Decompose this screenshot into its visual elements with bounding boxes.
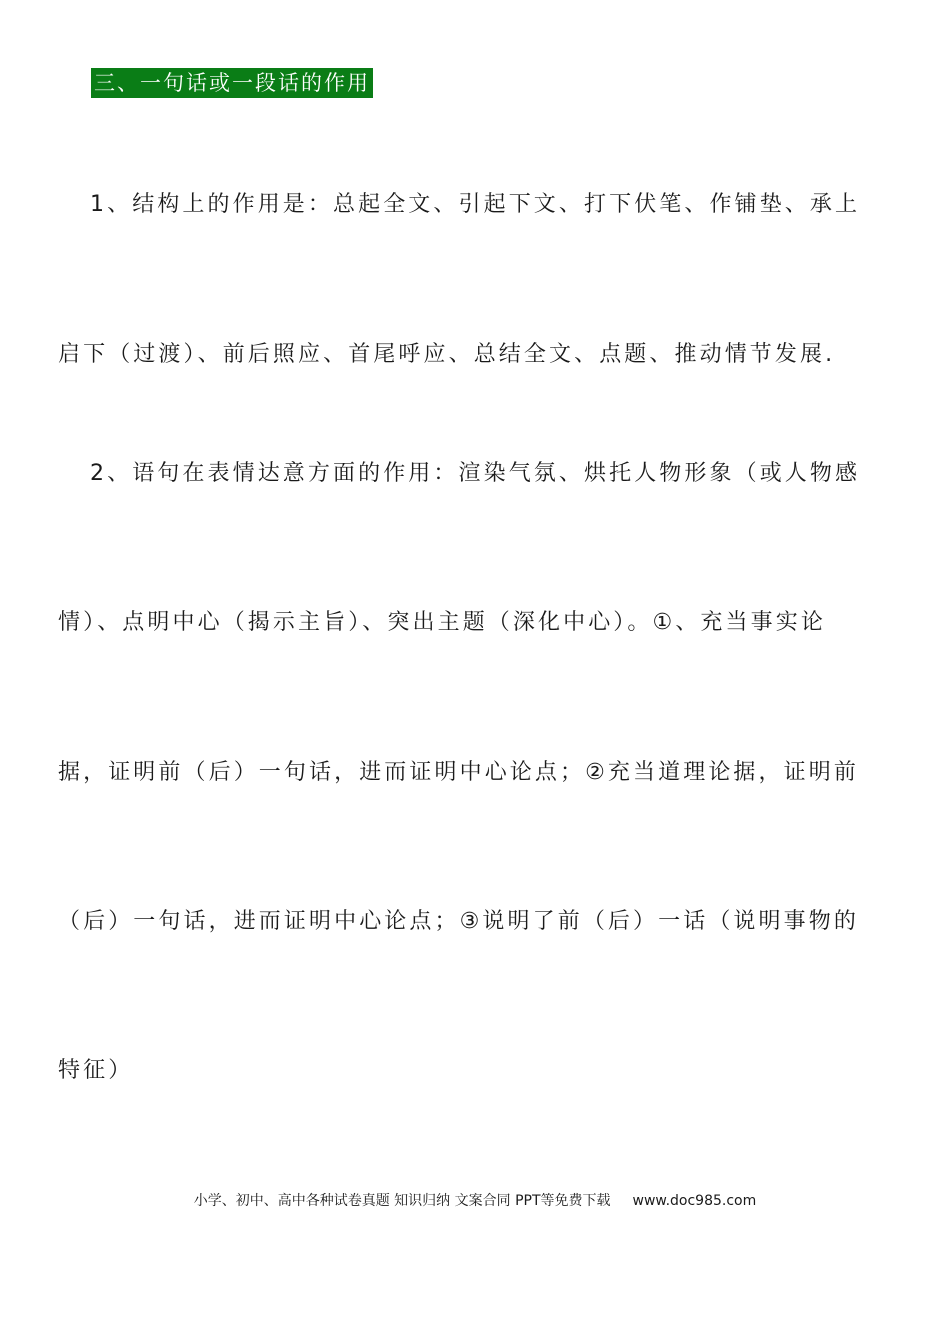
section-heading: 三、一句话或一段话的作用: [91, 68, 373, 98]
paragraph-1-line-2: 启下（过渡）、前后照应、首尾呼应、总结全文、点题、推动情节发展.: [58, 342, 836, 367]
paragraph-2-line-2: 情）、点明中心（揭示主旨）、突出主题（深化中心）。①、充当事实论: [58, 610, 826, 635]
footer-text: 小学、初中、高中各种试卷真题 知识归纳 文案合同 PPT等免费下载: [193, 1193, 611, 1209]
paragraph-2-line-1: 2、语句在表情达意方面的作用：渲染气氛、烘托人物形象（或人物感: [90, 461, 861, 486]
paragraph-1-line-1: 1、结构上的作用是：总起全文、引起下文、打下伏笔、作铺垫、承上: [90, 192, 861, 217]
footer-site-link[interactable]: www.doc985.com: [632, 1193, 757, 1209]
paragraph-2-line-4: （后）一句话，进而证明中心论点；③说明了前（后）一话（说明事物的: [58, 909, 859, 934]
page-footer: [0, 1190, 950, 1212]
paragraph-2-line-3: 据，证明前（后）一句话，进而证明中心论点；②充当道理论据，证明前: [58, 760, 859, 785]
paragraph-2-line-5: 特征）: [58, 1058, 134, 1083]
